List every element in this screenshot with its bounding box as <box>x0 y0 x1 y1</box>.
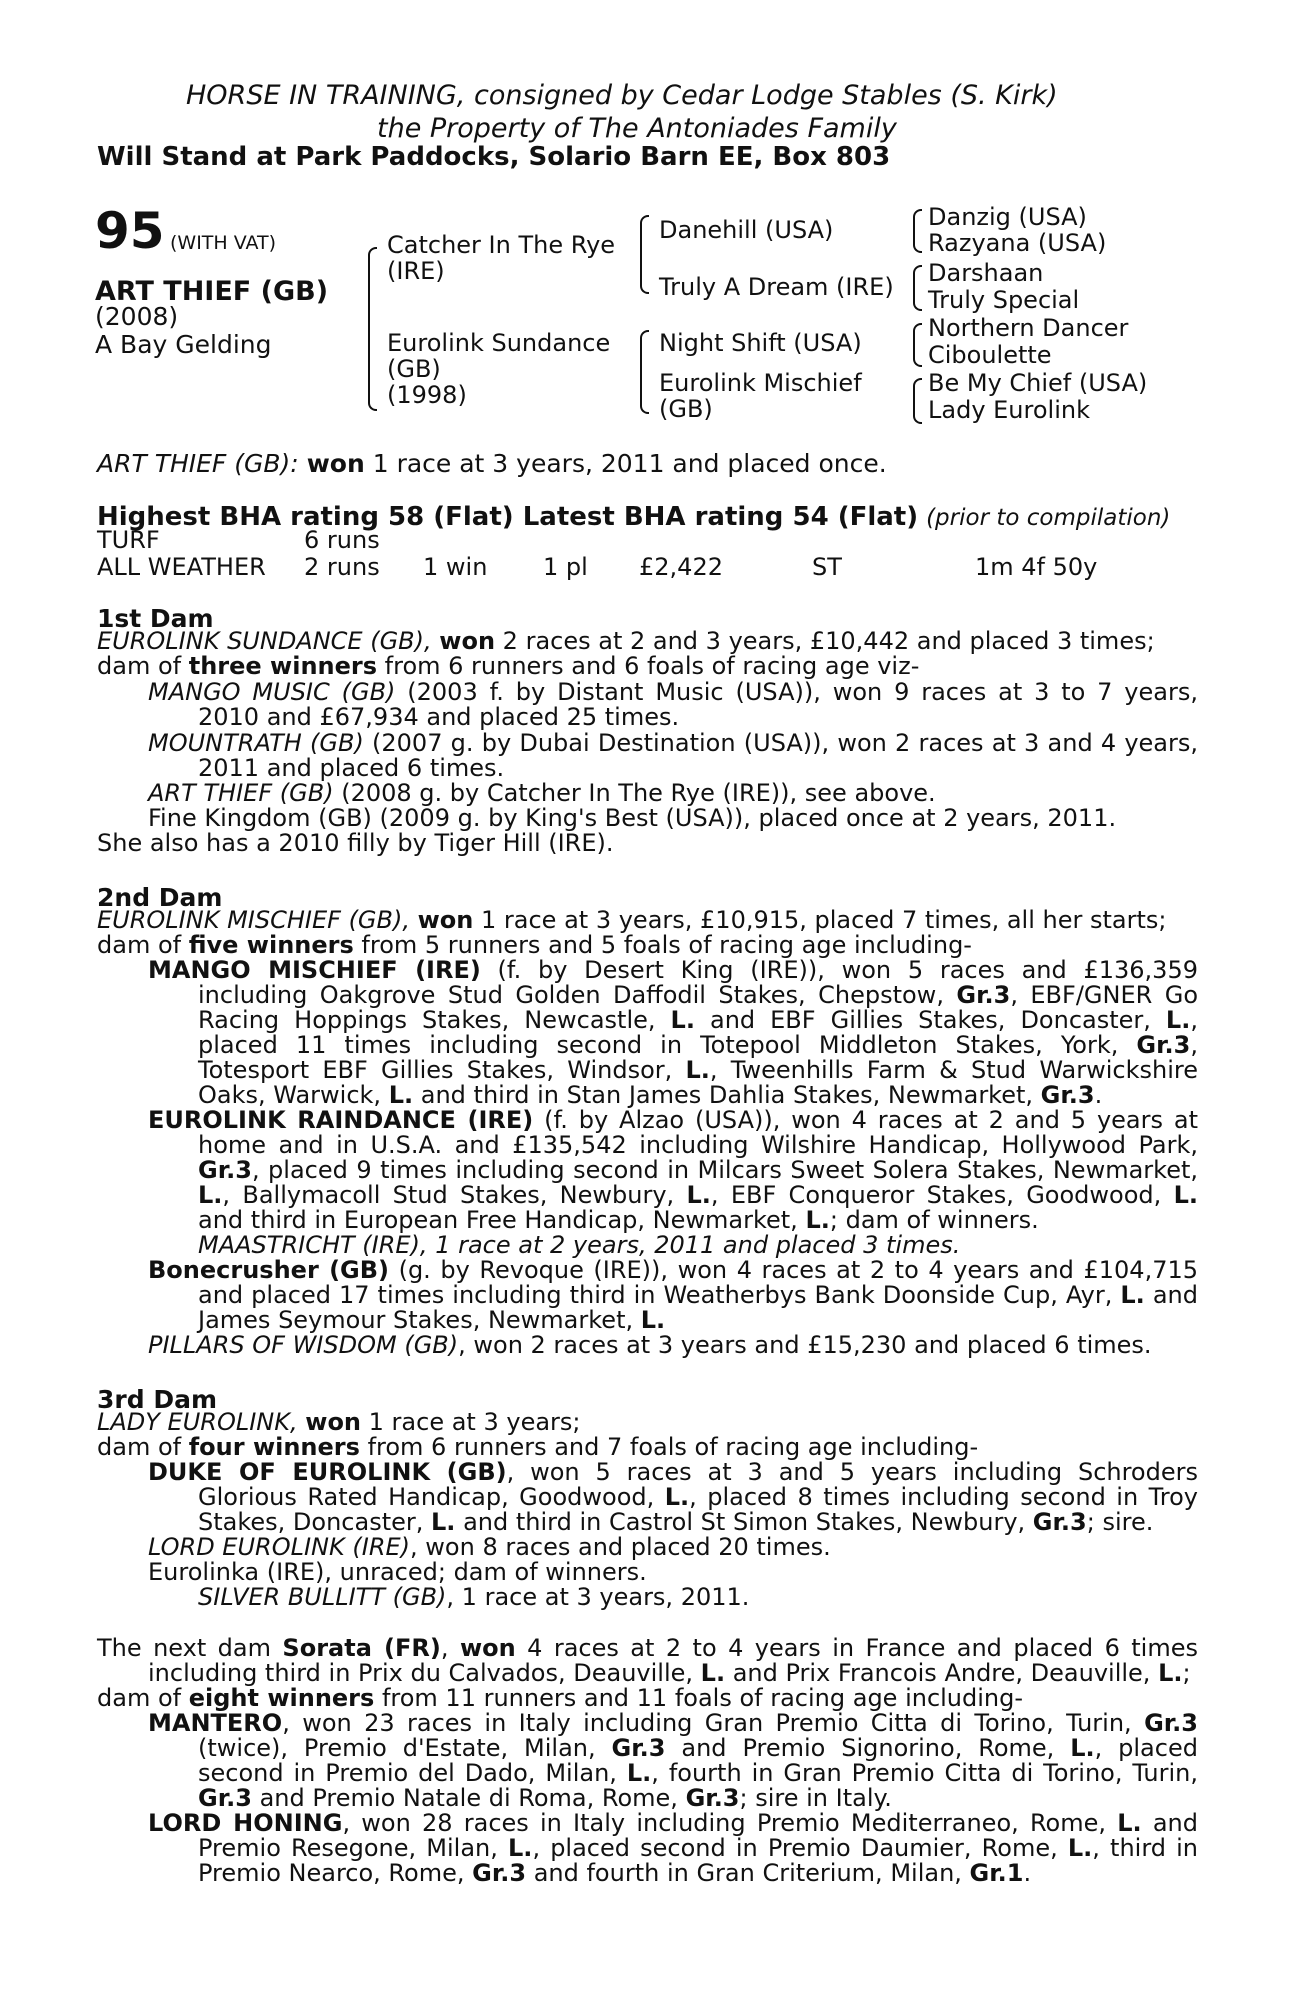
lot-vat: (WITH VAT) <box>170 232 277 254</box>
record-aw-label: ALL WEATHER <box>97 553 266 581</box>
pedigree-brace-g3-4 <box>913 378 922 424</box>
next-dam-produce-a: MANTERO, won 23 races in Italy including Gran Premio Citta di Torino, Turin, Gr.3 <box>148 1709 1198 1737</box>
first-dam-heading: 1st Dam <box>97 604 214 633</box>
second-dam-line-2: dam of five winners from 5 runners and 5 foals of racing age including- <box>97 931 972 959</box>
next-dam-produce-b-3: Premio Nearco, Rome, Gr.3 and fourth in Gran Criterium, Milan, Gr.1. <box>198 1859 1032 1887</box>
pedigree-brace-g3-3 <box>913 323 922 367</box>
record-aw-prize: £2,422 <box>639 553 723 581</box>
header-line-3: Will Stand at Park Paddocks, Solario Barn EE, Box 803 <box>97 142 891 172</box>
second-dam-produce-c-2: and placed 17 times including third in Weatherbys Bank Doonside Cup, Ayr, L. and <box>198 1281 1198 1309</box>
next-dam-line-2: including third in Prix du Calvados, Deauville, L. and Prix Francois Andre, Deauville, L.; <box>148 1659 1191 1687</box>
header-line-1: HORSE IN TRAINING, consigned by Cedar Lodge Stables (S. Kirk) <box>186 80 1058 111</box>
first-dam-produce-2-cont: 2011 and placed 6 times. <box>198 754 505 782</box>
second-dam-produce-b: EUROLINK RAINDANCE (IRE) (f. by Alzao (USA)), won 4 races at 2 and 5 years at <box>148 1106 1198 1134</box>
rating-main: Highest BHA rating 58 (Flat) Latest BHA rating 54 (Flat) <box>97 502 919 532</box>
next-dam-line-1: The next dam Sorata (FR), won 4 races at 2 to 4 years in France and placed 6 times <box>97 1634 1199 1662</box>
first-dam-produce-3: ART THIEF (GB) (2008 g. by Catcher In The Rye (IRE)), see above. <box>148 779 936 807</box>
header-line-2: the Property of The Antoniades Family <box>377 113 897 144</box>
pedigree-brace-main <box>368 247 377 411</box>
second-dam-heading: 2nd Dam <box>97 883 223 912</box>
first-dam-produce-1-cont: 2010 and £67,934 and placed 25 times. <box>198 703 680 731</box>
second-dam-produce-b-3: Gr.3, placed 9 times including second in Milcars Sweet Solera Stakes, Newmarket, <box>198 1156 1198 1184</box>
pedigree-sire-country: (IRE) <box>387 257 445 285</box>
first-dam-last-line: She also has a 2010 filly by Tiger Hill (IRE). <box>97 829 614 857</box>
next-dam-line-3: dam of eight winners from 11 runners and 11 foals of racing age including- <box>97 1684 1024 1712</box>
first-dam-produce-2: MOUNTRATH (GB) (2007 g. by Dubai Destination (USA)), won 2 races at 3 and 4 years, <box>148 729 1199 757</box>
pedigree-dam-dam: Eurolink Mischief <box>659 369 862 397</box>
record-aw-wins: 1 win <box>423 553 488 581</box>
bha-rating <box>97 502 1170 532</box>
record-aw-distance: 1m 4f 50y <box>975 553 1098 581</box>
third-dam-produce-a-3: Stakes, Doncaster, L. and third in Castrol St Simon Stakes, Newbury, Gr.3; sire. <box>198 1508 1154 1536</box>
second-dam-produce-c: Bonecrusher (GB) (g. by Revoque (IRE)), won 4 races at 2 to 4 years and £104,715 <box>148 1256 1198 1284</box>
third-dam-line-2: dam of four winners from 6 runners and 7 foals of racing age including- <box>97 1433 979 1461</box>
second-dam-produce-b-6: MAASTRICHT (IRE), 1 race at 2 years, 2011 and placed 3 times. <box>198 1231 961 1259</box>
lot-year: (2008) <box>95 302 179 331</box>
record-turf-runs: 6 runs <box>304 526 380 554</box>
pedigree-brace-g3-2 <box>913 265 922 311</box>
second-dam-produce-b-2: home and in U.S.A. and £135,542 including Wilshire Handicap, Hollywood Park, <box>198 1131 1198 1159</box>
pedigree-g3-3: Darshaan <box>928 259 1044 287</box>
second-dam-produce-c-3: James Seymour Stakes, Newmarket, L. <box>198 1306 666 1334</box>
record-aw-runs: 2 runs <box>304 553 380 581</box>
next-dam-produce-b-2: Premio Resegone, Milan, L., placed second in Premio Daumier, Rome, L., third in <box>198 1834 1199 1862</box>
pedigree-sire-dam: Truly A Dream (IRE) <box>659 273 894 301</box>
next-dam-produce-a-3: second in Premio del Dado, Milan, L., fourth in Gran Premio Citta di Torino, Turin, <box>198 1759 1198 1787</box>
record-aw-surface: ST <box>812 553 842 581</box>
summary-text: 1 race at 3 years, 2011 and placed once. <box>372 449 887 478</box>
next-dam-produce-a-2: (twice), Premio d'Estate, Milan, Gr.3 and Premio Signorino, Rome, L., placed <box>198 1734 1198 1762</box>
first-dam-line-1: EUROLINK SUNDANCE (GB), won 2 races at 2 and 3 years, £10,442 and placed 3 times; <box>97 627 1155 655</box>
pedigree-dam-dam-country: (GB) <box>659 395 713 423</box>
third-dam-produce-d: SILVER BULLITT (GB), 1 race at 3 years, 2011. <box>198 1583 750 1611</box>
pedigree-dam-country: (GB) <box>387 355 441 383</box>
pedigree-dam: Eurolink Sundance <box>387 329 611 357</box>
pedigree-dam-sire: Night Shift (USA) <box>659 329 862 357</box>
pedigree-brace-dam <box>640 330 649 414</box>
second-dam-produce-a-5: Totesport EBF Gillies Stakes, Windsor, L., Tweenhills Farm & Stud Warwickshire <box>198 1056 1198 1084</box>
second-dam-produce-a-3: Racing Hoppings Stakes, Newcastle, L. and EBF Gillies Stakes, Doncaster, L., <box>198 1006 1198 1034</box>
pedigree-sire: Catcher In The Rye <box>387 231 616 259</box>
record-aw-placed: 1 pl <box>543 553 588 581</box>
first-dam-produce-4: Fine Kingdom (GB) (2009 g. by King's Best (USA)), placed once at 2 years, 2011. <box>148 804 1117 832</box>
pedigree-g3-7: Be My Chief (USA) <box>928 369 1148 397</box>
first-dam-line-2: dam of three winners from 6 runners and 6 foals of racing age viz- <box>97 652 920 680</box>
next-dam-produce-b: LORD HONING, won 28 races in Italy including Premio Mediterraneo, Rome, L. and <box>148 1809 1198 1837</box>
record-turf-label: TURF <box>97 526 160 554</box>
next-dam-produce-a-4: Gr.3 and Premio Natale di Roma, Rome, Gr.3; sire in Italy. <box>198 1784 892 1812</box>
rating-note: (prior to compilation) <box>926 505 1171 531</box>
second-dam-produce-a-4: placed 11 times including second in Totepool Middleton Stakes, York, Gr.3, <box>198 1031 1198 1059</box>
lot-horse-name: ART THIEF (GB) <box>95 276 329 307</box>
second-dam-produce-a: MANGO MISCHIEF (IRE) (f. by Desert King (IRE)), won 5 races and £136,359 <box>148 956 1198 984</box>
lot-description: A Bay Gelding <box>95 330 272 359</box>
second-dam-produce-b-5: and third in European Free Handicap, Newmarket, L.; dam of winners. <box>198 1206 1039 1234</box>
pedigree-g3-2: Razyana (USA) <box>928 229 1107 257</box>
pedigree-brace-sire <box>640 215 649 294</box>
second-dam-produce-a-2: including Oakgrove Stud Golden Daffodil Stakes, Chepstow, Gr.3, EBF/GNER Go <box>198 981 1199 1009</box>
second-dam-produce-a-6: Oaks, Warwick, L. and third in Stan James Dahlia Stakes, Newmarket, Gr.3. <box>198 1081 1103 1109</box>
pedigree-g3-1: Danzig (USA) <box>928 203 1087 231</box>
second-dam-line-1: EUROLINK MISCHIEF (GB), won 1 race at 3 years, £10,915, placed 7 times, all her starts; <box>97 906 1167 934</box>
third-dam-produce-a-2: Glorious Rated Handicap, Goodwood, L., placed 8 times including second in Troy <box>198 1483 1198 1511</box>
summary-won: won <box>306 449 365 478</box>
summary-horse-name: ART THIEF (GB) <box>97 449 291 478</box>
third-dam-produce-b: LORD EUROLINK (IRE), won 8 races and placed 20 times. <box>148 1533 831 1561</box>
lot-number: 95 <box>95 202 165 260</box>
pedigree-g3-8: Lady Eurolink <box>928 396 1090 424</box>
third-dam-produce-a: DUKE OF EUROLINK (GB), won 5 races at 3 and 5 years including Schroders <box>148 1458 1198 1486</box>
pedigree-dam-year: (1998) <box>387 381 467 409</box>
second-dam-produce-b-4: L., Ballymacoll Stud Stakes, Newbury, L., EBF Conqueror Stakes, Goodwood, L. <box>198 1181 1199 1209</box>
third-dam-line-1: LADY EUROLINK, won 1 race at 3 years; <box>97 1408 581 1436</box>
third-dam-produce-c: Eurolinka (IRE), unraced; dam of winners. <box>148 1558 647 1586</box>
first-dam-produce-1: MANGO MUSIC (GB) (2003 f. by Distant Music (USA)), won 9 races at 3 to 7 years, <box>148 678 1198 706</box>
third-dam-heading: 3rd Dam <box>97 1385 217 1414</box>
pedigree-sire-sire: Danehill (USA) <box>659 216 834 244</box>
pedigree-g3-4: Truly Special <box>928 286 1080 314</box>
pedigree-g3-6: Ciboulette <box>928 341 1052 369</box>
race-summary: ART THIEF (GB): won 1 race at 3 years, 2011 and placed once. <box>97 449 887 478</box>
pedigree-brace-g3-1 <box>913 209 922 253</box>
pedigree-g3-5: Northern Dancer <box>928 314 1129 342</box>
second-dam-produce-d: PILLARS OF WISDOM (GB), won 2 races at 3 years and £15,230 and placed 6 times. <box>148 1331 1152 1359</box>
